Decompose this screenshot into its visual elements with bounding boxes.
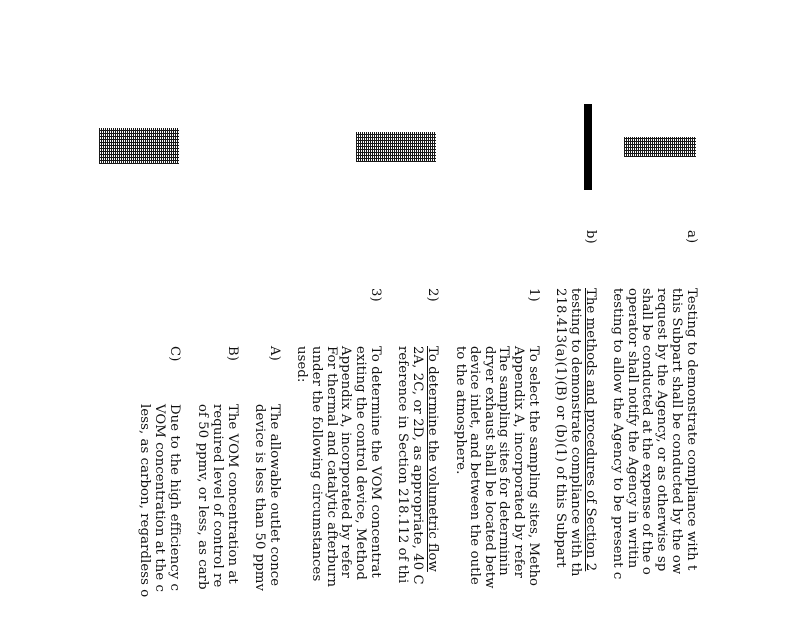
item-1-line-4: dryer exhaust shall be located betw <box>482 346 497 589</box>
marker-C: C) <box>167 346 182 362</box>
marker-2: 2) <box>425 288 440 302</box>
item-C-line-1: Due to the high efficiency c <box>167 404 182 592</box>
redaction-mark-middle <box>356 132 436 162</box>
item-C-line-3: less, as carbon, regardless o <box>137 404 152 598</box>
item-B-line-3: of 50 ppmv, or less, as carb <box>195 404 210 590</box>
marker-3: 3) <box>368 288 383 302</box>
item-3-line-6: used: <box>294 346 309 383</box>
marker-b: b) <box>583 230 598 244</box>
item-3-line-4: For thermal and catalytic afterburn <box>324 346 339 588</box>
para-b-line-2: testing to demonstrate compliance with th <box>568 288 583 577</box>
redaction-mark-right <box>624 137 696 157</box>
item-2-line-3: reference in Section 218.112 of thi <box>395 346 410 584</box>
para-b-line-3: 218.413(a)(1)(B) or (b)(1) of this Subpart <box>553 288 568 568</box>
marker-A: A) <box>267 346 282 361</box>
item-1-line-3: The sampling sites for determinin <box>496 346 511 576</box>
item-1-line-1: To select the sampling sites, Metho <box>526 346 541 587</box>
item-2-line-1: To determine the volumetric flow <box>425 346 440 572</box>
item-3-line-3: Appendix A, incorporated by refer <box>338 346 353 579</box>
item-C-line-2: VOM concentration at the c <box>152 404 167 593</box>
item-B-line-2: required level of control re <box>210 404 225 588</box>
item-A-line-1: The allowable outlet conce <box>267 404 282 587</box>
marker-B: B) <box>225 346 240 362</box>
marker-1: 1) <box>526 288 541 302</box>
item-1-line-5: device inlet, and between the outle <box>467 346 482 585</box>
para-a-line-6: testing to allow the Agency to be present c <box>610 288 625 580</box>
item-3-line-5: under the following circumstances <box>309 346 324 582</box>
para-a-line-1: Testing to demonstrate compliance with t <box>684 288 699 571</box>
para-a-line-3: request by the Agency, or as otherwise sp <box>654 288 669 572</box>
item-1-line-6: to the atmosphere. <box>453 346 468 475</box>
item-3-line-2: exiting the control device, Method <box>353 346 368 581</box>
para-a-line-4: shall be conducted at the expense of the o <box>639 288 654 575</box>
marker-a: a) <box>684 230 699 244</box>
redaction-mark-left <box>99 128 179 164</box>
para-b-line-1: The methods and procedures of Section 2 <box>583 288 598 572</box>
para-a-line-5: operator shall notify the Agency in writin <box>625 288 640 569</box>
item-B-line-1: The VOM concentration at <box>225 404 240 584</box>
item-A-line-2: device is less than 50 ppmv <box>252 404 267 592</box>
item-3-line-1: To determine the VOM concentrat <box>368 346 383 578</box>
redaction-bar <box>584 104 592 190</box>
item-1-line-2: Appendix A, incorporated by refer <box>511 346 526 579</box>
item-2-line-2: 2A, 2C, or 2D, as appropriate, 40 C <box>410 346 425 585</box>
para-a-line-2: this Subpart shall be conducted by the ow <box>669 288 684 575</box>
